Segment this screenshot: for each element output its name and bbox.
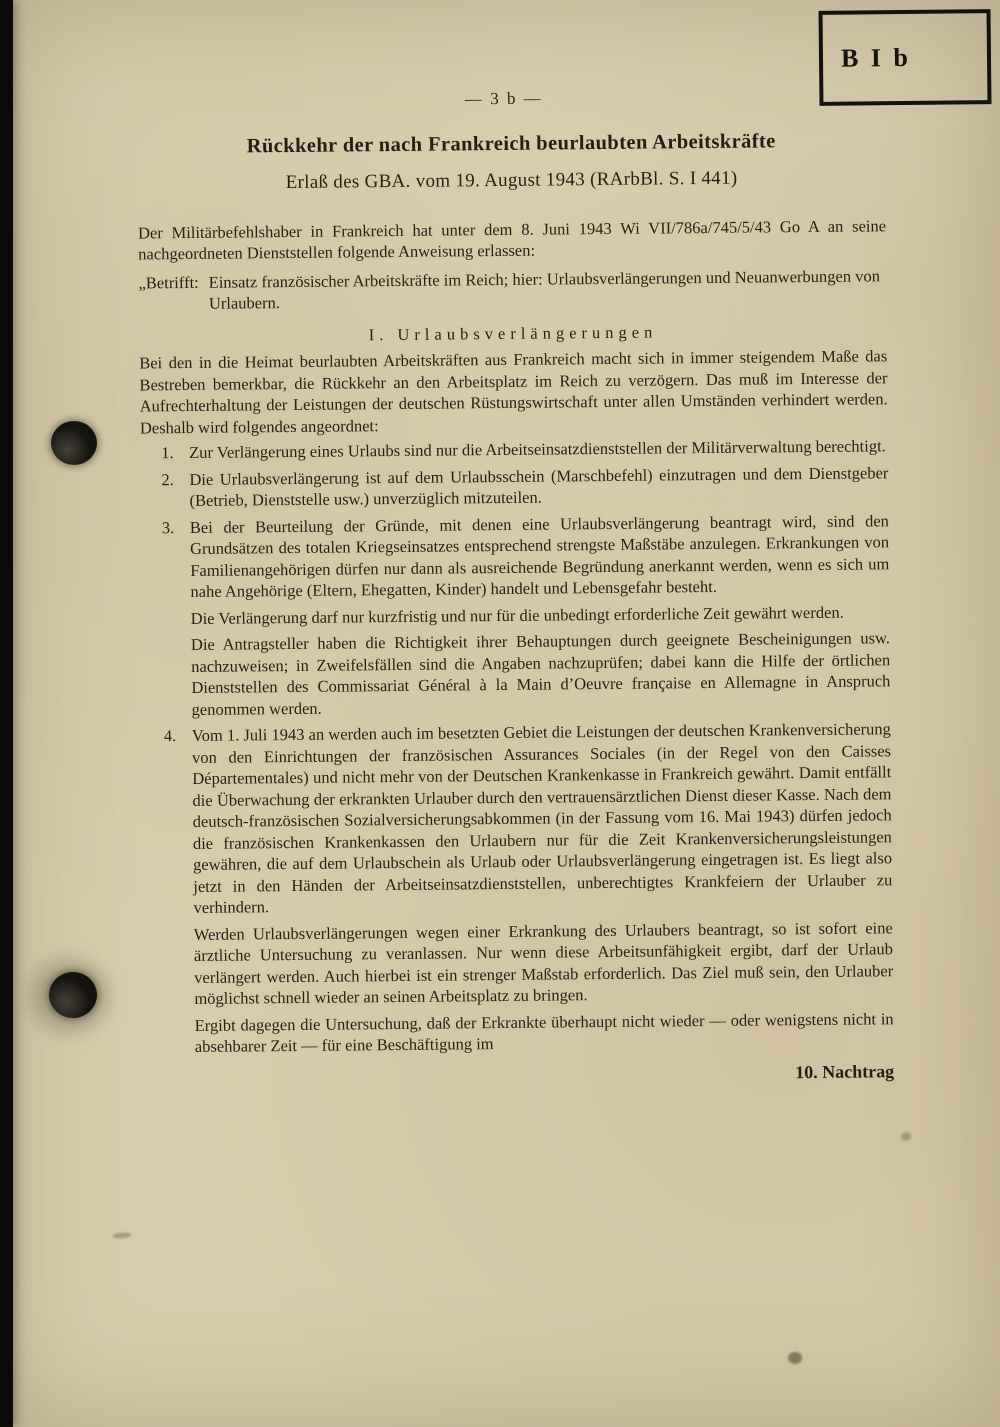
- footer-label: 10. Nachtrag: [795, 1060, 895, 1082]
- item-paragraph: Bei der Beurteilung der Gründe, mit denen eine Urlaubsverlängerung beantragt wird, sind den Grundsätzen des totalen Kriegseinsatzes entsprechend strengste Maßstäbe anzulegen. Erkrankungen von Familienangehörigen dürfen nur dann als ausreichende Begründung anerkannt werden, wenn es sich um nahe Angehörige (Eltern, Ehegatten, Kinder) handelt und Lebensgefahr besteht.: [189, 510, 890, 601]
- item-text: [189, 462, 888, 512]
- item-text: [192, 718, 894, 1057]
- classification-label: B I b: [840, 42, 912, 73]
- paper-blemish: [901, 1132, 911, 1141]
- subject-text: Einsatz französischer Arbeitskräfte im Reich; hier: Urlaubsverlängerungen und Neuanwerbungen von Urlaubern.: [208, 265, 881, 313]
- document-title: Rückkehr der nach Frankreich beurlaubten Arbeitskräfte: [246, 129, 776, 157]
- item-text: [190, 510, 891, 720]
- item-paragraph: Die Verlängerung darf nur kurzfristig und nur für die unbedingt erforderliche Zeit gewährt werden.: [190, 602, 844, 628]
- item-number: 3.: [161, 517, 175, 537]
- subject-block: [138, 265, 886, 315]
- section-heading: I. Urlaubsverlängerungen: [368, 321, 658, 344]
- item-paragraph: Zur Verlängerung eines Urlaubs sind nur die Arbeitseinsatzdienststellen der Militärverwaltung berechtigt.: [189, 436, 886, 462]
- item-number: 4.: [163, 726, 177, 746]
- item-paragraph: Werden Urlaubsverlängerungen wegen einer Erkrankung des Urlaubers beantragt, so ist sofort eine ärztliche Untersuchung zu veranlassen. Nur wenn diese Arbeitsunfähigkeit ergibt, darf der Urlaub verlängert werden. Auch hierbei ist ein strenger Maßstab erforderlich. Das Ziel muß sein, den Urlauber möglichst schnell wieder an seinen Arbeitsplatz zu bringen.: [193, 917, 894, 1008]
- list-item-2: [161, 462, 888, 512]
- item-number: 2.: [161, 469, 174, 489]
- body-paragraph: Bei den in die Heimat beurlaubten Arbeitskräften aus Frankreich macht sich in immer steigendem Maße das Bestreben bemerkbar, die Rückkehr an den Arbeitsplatz im Reich zu verzögern. Das muß im Interesse der Aufrechterhaltung der Leistungen der deutschen Rüstungswirtschaft unter allen Umständen verhindert werden. Deshalb wird folgendes angeordnet:: [139, 346, 888, 437]
- item-number: 1.: [161, 443, 174, 463]
- page-number: — 3 b —: [464, 88, 543, 109]
- intro-paragraph: Der Militärbefehlshaber in Frankreich hat unter dem 8. Juni 1943 Wi VII/786a/745/5/43 Go A an seine nachgeordneten Dienststellen folgende Anweisung erlassen:: [137, 215, 887, 264]
- subject-label: „Betrifft:: [138, 272, 199, 292]
- item-paragraph: Die Antragsteller haben die Richtigkeit ihrer Behauptungen durch geeignete Bescheinigungen usw. nachzuweisen; in Zweifelsfällen sind die Angaben nachzuprüfen; dabei kann die Hilfe der örtlichen Dienststellen des Commissariat Général à la Main d’Oeuvre française en Allemagne in Anspruch genommen werden.: [190, 628, 891, 719]
- item-paragraph: Die Urlaubsverlängerung ist auf dem Urlaubsschein (Marschbefehl) einzutragen und dem Dienstgeber (Betrieb, Dienststelle usw.) unverzüglich mitzuteilen.: [189, 462, 889, 510]
- item-paragraph: Ergibt dagegen die Untersuchung, daß der Erkrankte überhaupt nicht wieder — oder wenigstens nicht in absehbarer Zeit — für eine Beschäftigung im: [194, 1008, 894, 1056]
- list-item-4: [164, 718, 894, 1057]
- item-paragraph: Vom 1. Juli 1943 an werden auch im besetzten Gebiet die Leistungen der deutschen Krankenversicherung von den Einrichtungen der französischen Assurances Sociales (in der Regel von den Caisses Départementales) und nicht mehr von der Deutschen Krankenkasse in Frankreich gewährt. Damit entfällt die Überwachung der erkrankten Urlauber durch den vertrauensärztlichen Dienst dieser Kasse. Nach dem deutsch-französischen Sozialversicherungsabkommen (in der Fassung vom 16. Mai 1943) dürfen jedoch die französischen Krankenkassen den Urlaubern nur für die Zeit Krankenversicherungsleistungen gewähren, die auf dem Urlaubschein als Urlaub oder Urlaubsverlängerung eingetragen ist. Es liegt also jetzt in den Händen der Arbeitseinsatzdienststellen, unberechtigtes Krankfeiern der Urlauber zu verhindern.: [191, 719, 893, 917]
- paper-blemish: [788, 1352, 802, 1364]
- numbered-list: [140, 435, 894, 1058]
- pencil-mark: [113, 1232, 131, 1238]
- list-item-3: [162, 510, 891, 720]
- item-text: [189, 435, 888, 463]
- list-item-1: [161, 435, 888, 463]
- document-subtitle: Erlaß des GBA. vom 19. August 1943 (RArbBl. S. I 441): [285, 167, 738, 194]
